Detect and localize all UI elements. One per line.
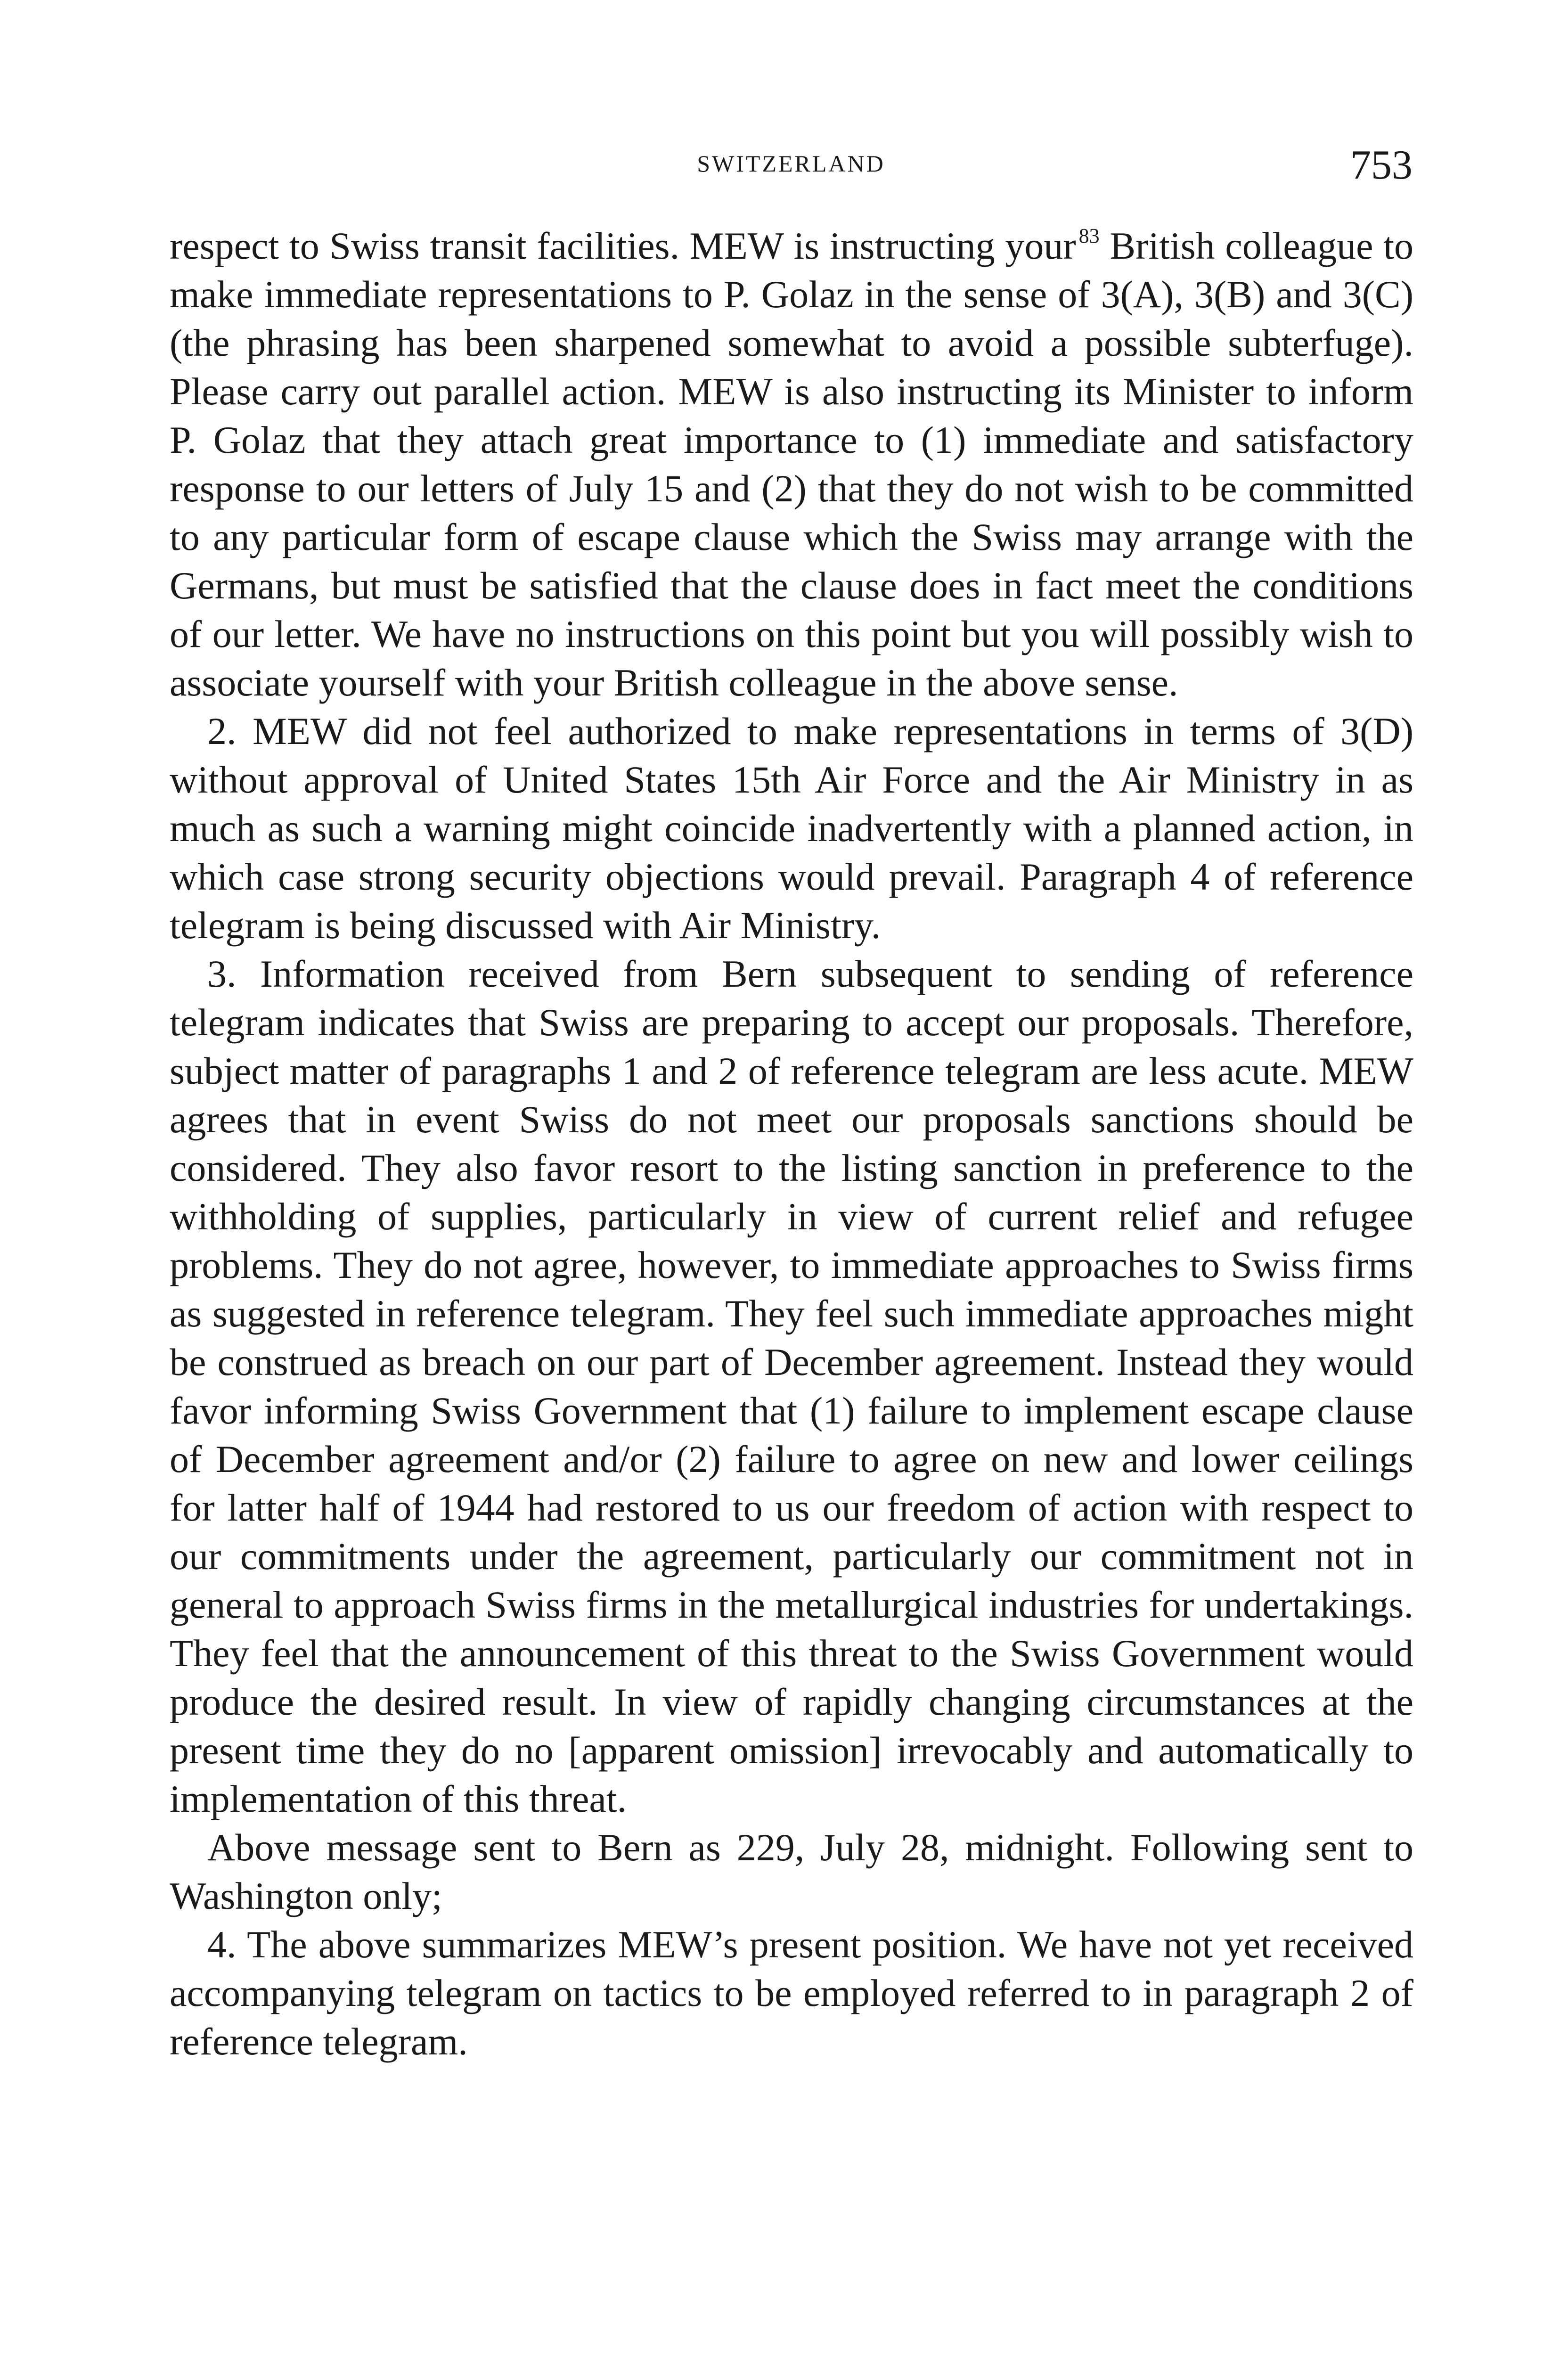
page-header (170, 141, 1413, 193)
paragraph-1 (170, 221, 1413, 707)
footnote-reference-mark: 83 (1078, 224, 1100, 247)
paragraph-5: 4. The above summarizes MEW’s present position. We have not yet received accompanying telegram on tactics to be employed referred to in paragraph 2 of reference telegram. (170, 1923, 1413, 2063)
paragraph-1-text-end: British colleague to make immediate representations to P. Golaz in the sense of 3(A), 3(B) and 3(C) (the phrasing has been sharpened somewhat to avoid a possible subterfuge). Please carry out parallel action. MEW is also instructing its Minister to inform P. Golaz that they attach great importance to (1) immediate and satisfactory response to our letters of July 15 and (2) that they do not wish to be committed to any particular form of escape clause which the Swiss may arrange with the Germans, but must be satisfied that the clause does in fact meet the conditions of our letter. We have no instructions on this point but you will possibly wish to associate yourself with your British colleague in the above sense. (170, 224, 1414, 704)
running-head: SWITZERLAND (697, 150, 885, 177)
page-number: 753 (1350, 142, 1413, 188)
paragraph-1-text-start: respect to Swiss transit facilities. MEW is instructing your (170, 224, 1076, 267)
paragraph-4: Above message sent to Bern as 229, July 28, midnight. Following sent to Washington only; (170, 1826, 1413, 1917)
paragraph-2: 2. MEW did not feel authorized to make representations in terms of 3(D) without approval of United States 15th Air Force and the Air Ministry in as much as such a warning might coincide inadvertently with a planned action, in which case strong security objections would prevail. Paragraph 4 of reference telegram is being discussed with Air Ministry. (170, 710, 1413, 947)
body-text (170, 221, 1413, 2066)
paragraph-3: 3. Information received from Bern subsequent to sending of reference telegram indicates that Swiss are preparing to accept our proposals. Therefore, subject matter of paragraphs 1 and 2 of reference telegram are less acute. MEW agrees that in event Swiss do not meet our proposals sanctions should be considered. They also favor resort to the listing sanction in preference to the withholding of supplies, particularly in view of current relief and refugee problems. They do not agree, however, to immediate approaches to Swiss firms as suggested in reference telegram. They feel such immediate approaches might be construed as breach on our part of December agreement. Instead they would favor informing Swiss Government that (1) failure to implement escape clause of December agreement and/or (2) failure to agree on new and lower ceilings for latter half of 1944 had restored to us our freedom of action with respect to our commitments under the agreement, particularly our commitment not in general to approach Swiss firms in the metallurgical industries for undertakings. They feel that the announcement of this threat to the Swiss Government would produce the desired result. In view of rapidly changing circumstances at the present time they do no [apparent omission] irrevocably and automatically to implementation of this threat. (170, 952, 1413, 1820)
